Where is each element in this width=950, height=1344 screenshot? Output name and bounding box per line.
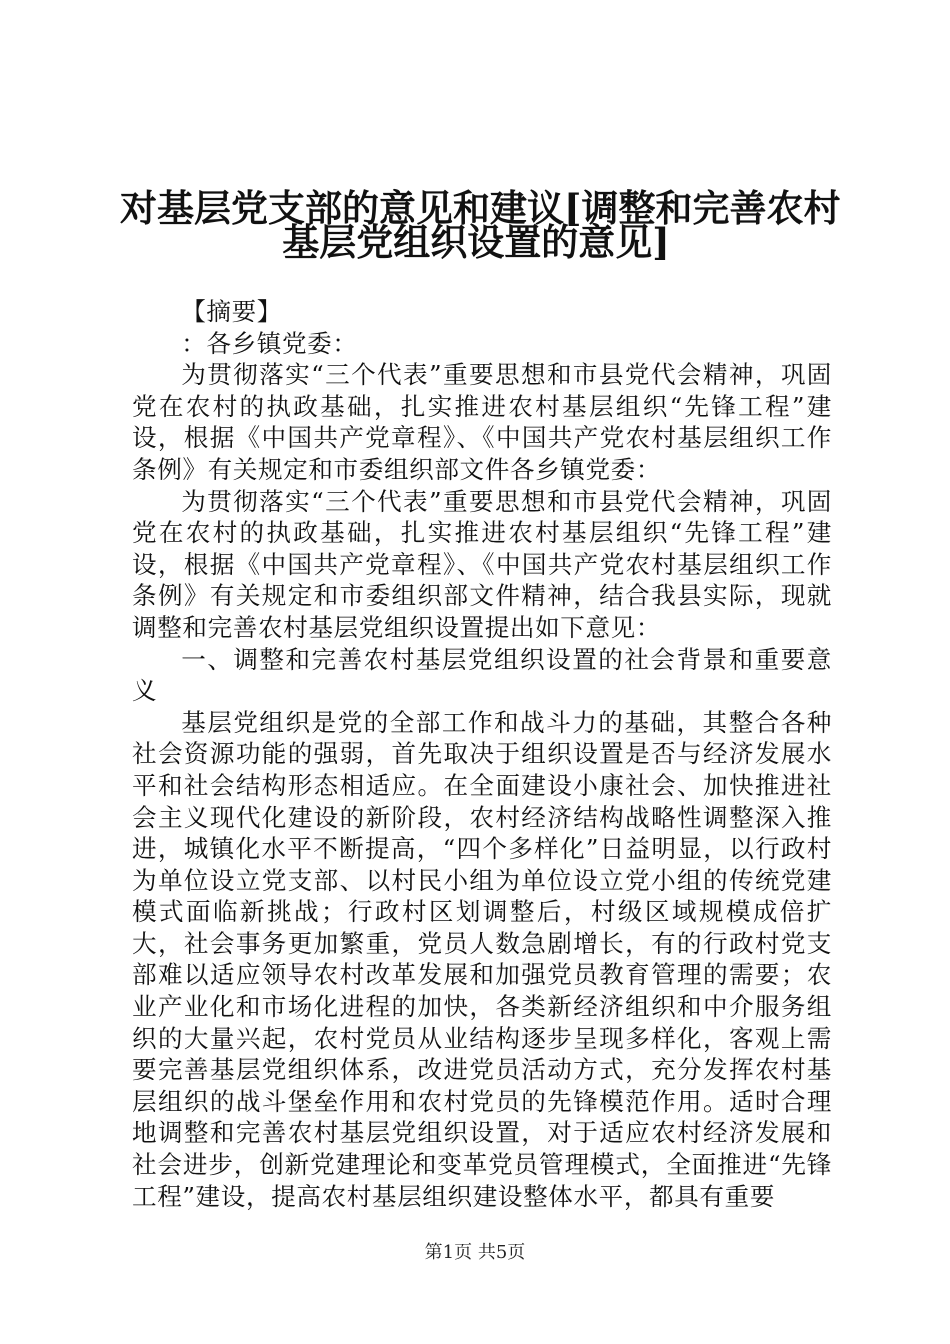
body-paragraph: 为贯彻落实“三个代表”重要思想和市县党代会精神，巩固党在农村的执政基础，扎实推进农村基层组织“先锋工程”建设，根据《中国共产党章程》、《中国共产党农村基层组织工作条例》有关规定和市委组织部文件各乡镇党委： <box>132 360 832 484</box>
page-number-footer: 第1页 共5页 <box>424 1242 526 1263</box>
summary-heading: 【摘要】 <box>181 297 282 326</box>
body-paragraph: 基层党组织是党的全部工作和战斗力的基础，其整合各种社会资源功能的强弱，首先取决于组织设置是否与经济发展水平和社会结构形态相适应。在全面建设小康社会、加快推进社会主义现代化建设的新阶段，农村经济结构战略性调整深入推进，城镇化水平不断提高，“四个多样化”日益明显，以行政村为单位设立党支部、以村民小组为单位设立党小组的传统党建模式面临新挑战；行政村区划调整后，村级区域规模成倍扩大，社会事务更加繁重，党员人数急剧增长，有的行政村党支部难以适应领导农村改革发展和加强党员教育管理的需要；农业产业化和市场化进程的加快，各类新经济组织和中介服务组织的大量兴起，农村党员从业结构逐步呈现多样化，客观上需要完善基层党组织体系，改进党员活动方式，充分发挥农村基层组织的战斗堡垒作用和农村党员的先锋模范作用。适时合理地调整和完善农村基层党组织设置，对于适应农村经济发展和社会进步，创新党建理论和变革党员管理模式，全面推进“先锋工程”建设，提高农村基层组织建设整体水平，都具有重要 <box>132 707 832 1211</box>
document-body <box>132 296 832 1212</box>
document-title-line-2: 基层党组织设置的意见] <box>282 220 670 264</box>
section-heading: 一、调整和完善农村基层党组织设置的社会背景和重要意义 <box>132 644 832 706</box>
body-paragraph: 为贯彻落实“三个代表”重要思想和市县党代会精神，巩固党在农村的执政基础，扎实推进农村基层组织“先锋工程”建设，根据《中国共产党章程》、《中国共产党农村基层组织工作条例》有关规定和市委组织部文件精神，结合我县实际，现就调整和完善农村基层党组织设置提出如下意见： <box>132 486 832 642</box>
document-title-line-1: 对基层党支部的意见和建议[调整和完善农村 <box>120 186 841 230</box>
salutation: ：各乡镇党委： <box>181 328 358 358</box>
